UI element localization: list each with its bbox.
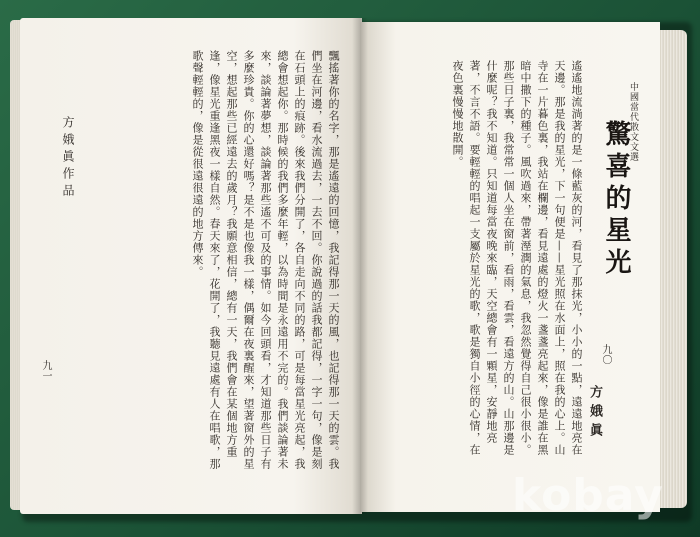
page-number-left: 九一 — [40, 360, 51, 381]
page-number-right: 九〇 — [600, 344, 611, 365]
left-page-body-text: 飄搖著你的名字，那是遙遠的回憶，我記得那一天的風，也記得那一天的雲。我們坐在河邊，看水流過去，一去不回。你說過的話我都記得，一字一句，像是刻在石頭上的痕跡。後來我們分開了，各自走向不同的路，可是每當星光亮起，我總會想起你。那時候的我們多麼年輕，以為時間是永遠用不完的。我們談論著未來，談論著夢想，談論著那些遙不可及的事情。如今回頭看，才知道那些日子有多麼珍貴。你的心還好嗎？是不是也像我一樣，偶爾在夜裏醒來，望著窗外的星空，想起那些已經遠去的歲月？我願意相信，總有一天，我們會在某個地方重逢，像星光重逢黑夜一樣自然。春天來了，花開了，我聽見遠處有人在唱歌，那歌聲輕輕的，像是從很遠很遠的地方傳來。 — [191, 50, 340, 470]
watermark-logo: kobay — [512, 470, 664, 521]
essay-title: 驚喜的星光 — [601, 120, 631, 280]
series-title: 中國當代散文文選 — [628, 82, 638, 162]
right-page-body-text: 遙遙地流淌著的是一條藍灰的河，看見了那抹光，小小的一點，遠遠地亮在天邊。那是我的星光，下一句便是——星光照在水面上，照在我的心上。山寺在一片暮色裏，我站在欄邊，看見遠處的燈火一盞盞亮起來，像是誰在黑暗中撒下的種子。風吹過來，帶著溼潤的氣息，我忽然覺得自己很小很小。那些日子裏，我常常一個人坐在窗前，看雨，看雲，看遠方的山。山那邊是什麼呢？我不知道。只知道每當夜晚來臨，天空總會有一顆星，安靜地亮著，不言不語。要輕輕的唱起一支屬於星光的歌，歌是獨自小徑的心情，在夜色裏慢慢地散開。 — [451, 60, 583, 456]
book-gutter — [352, 18, 368, 514]
author-name: 方娥眞 — [587, 385, 602, 442]
author-credit: 方娥眞作品 — [61, 116, 75, 201]
